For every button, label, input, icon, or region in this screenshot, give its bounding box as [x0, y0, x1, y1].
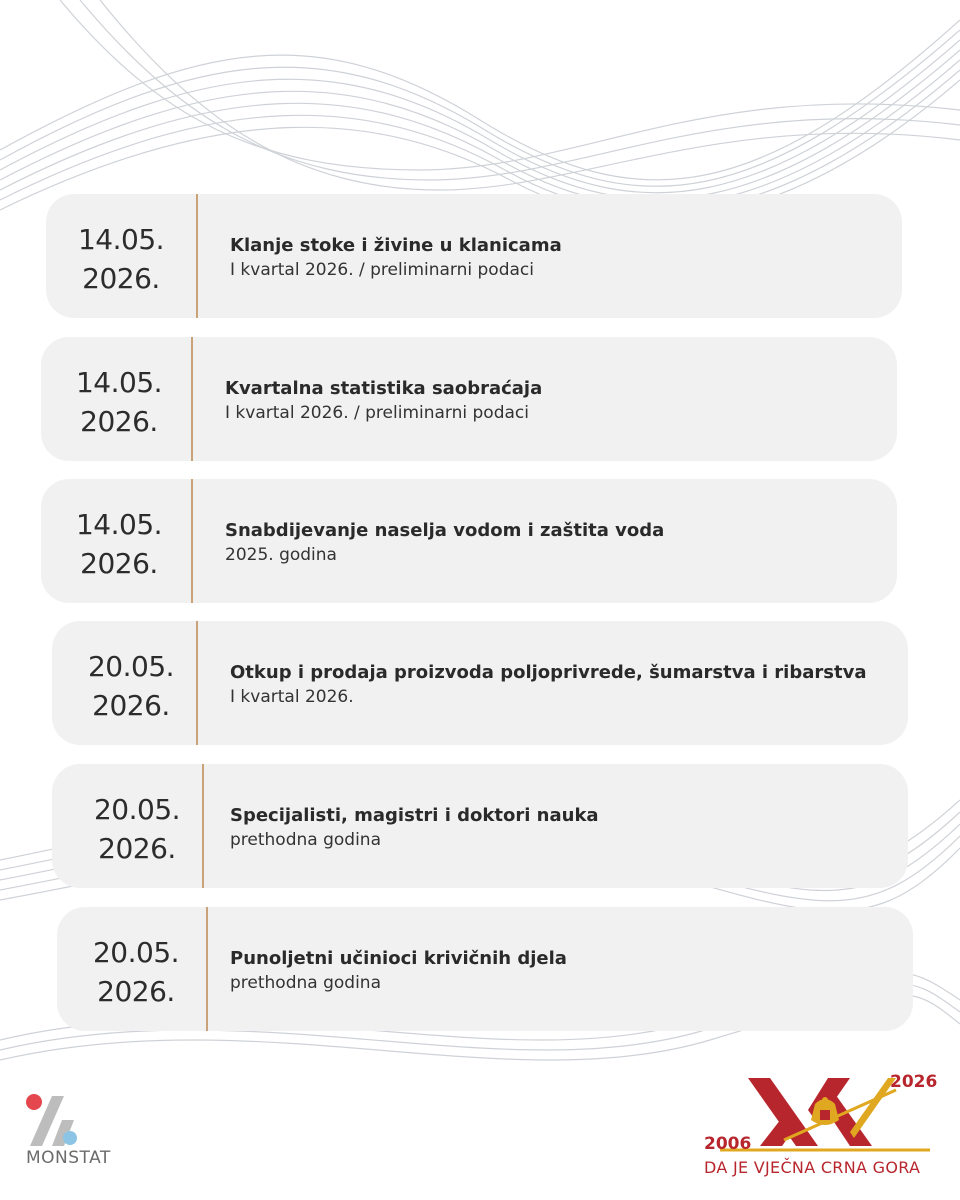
release-card[interactable]	[41, 479, 897, 603]
release-date	[61, 933, 211, 1011]
anniversary-logo	[700, 1070, 940, 1185]
release-date-day: 14.05.	[75, 508, 163, 541]
release-date-day: 20.05.	[87, 650, 175, 683]
monstat-logo	[22, 1090, 132, 1172]
release-date-year: 2026.	[92, 689, 170, 722]
card-divider	[191, 337, 193, 461]
release-date	[44, 505, 194, 583]
release-date-day: 14.05.	[77, 223, 165, 256]
release-title: Snabdijevanje naselja vodom i zaštita voda	[225, 520, 665, 541]
release-card[interactable]	[46, 194, 902, 318]
release-date	[56, 647, 206, 725]
release-title: Kvartalna statistika saobraćaja	[225, 378, 543, 399]
release-subtitle: prethodna godina	[230, 973, 381, 993]
card-divider	[202, 764, 204, 888]
release-title: Otkup i prodaja proizvoda poljoprivrede, šumarstva i ribarstva	[230, 662, 867, 683]
release-title: Punoljetni učinioci krivičnih djela	[230, 948, 567, 969]
card-divider	[196, 194, 198, 318]
release-date-day: 20.05.	[93, 793, 181, 826]
release-text	[230, 234, 562, 282]
release-text	[230, 661, 866, 709]
release-date-year: 2026.	[98, 832, 176, 865]
release-date	[62, 790, 212, 868]
release-date-year: 2026.	[82, 262, 160, 295]
anniversary-year-end: 2026	[890, 1072, 938, 1092]
release-date-day: 14.05.	[75, 366, 163, 399]
card-divider	[191, 479, 193, 603]
release-text	[225, 377, 542, 425]
release-card[interactable]	[52, 621, 908, 745]
monstat-mark-icon	[22, 1090, 92, 1148]
monstat-wordmark: MONSTAT	[26, 1148, 111, 1168]
release-subtitle: I kvartal 2026. / preliminarni podaci	[230, 260, 534, 280]
release-card[interactable]	[57, 907, 913, 1031]
release-date	[46, 220, 196, 298]
release-card[interactable]	[52, 764, 908, 888]
anniversary-slogan: DA JE VJEČNA CRNA GORA	[704, 1158, 921, 1177]
release-text	[225, 519, 664, 567]
card-divider	[206, 907, 208, 1031]
release-text	[230, 804, 599, 852]
card-divider	[196, 621, 198, 745]
release-subtitle: I kvartal 2026.	[230, 687, 354, 707]
release-date-year: 2026.	[80, 405, 158, 438]
release-date-year: 2026.	[80, 547, 158, 580]
release-subtitle: 2025. godina	[225, 545, 337, 565]
release-date-year: 2026.	[97, 975, 175, 1008]
release-date	[44, 363, 194, 441]
release-card[interactable]	[41, 337, 897, 461]
anniversary-year-start: 2006	[704, 1134, 752, 1154]
release-subtitle: I kvartal 2026. / preliminarni podaci	[225, 403, 529, 423]
release-title: Specijalisti, magistri i doktori nauka	[230, 805, 599, 826]
release-text	[230, 947, 567, 995]
release-title: Klanje stoke i živine u klanicama	[230, 235, 562, 256]
release-subtitle: prethodna godina	[230, 830, 381, 850]
release-date-day: 20.05.	[92, 936, 180, 969]
